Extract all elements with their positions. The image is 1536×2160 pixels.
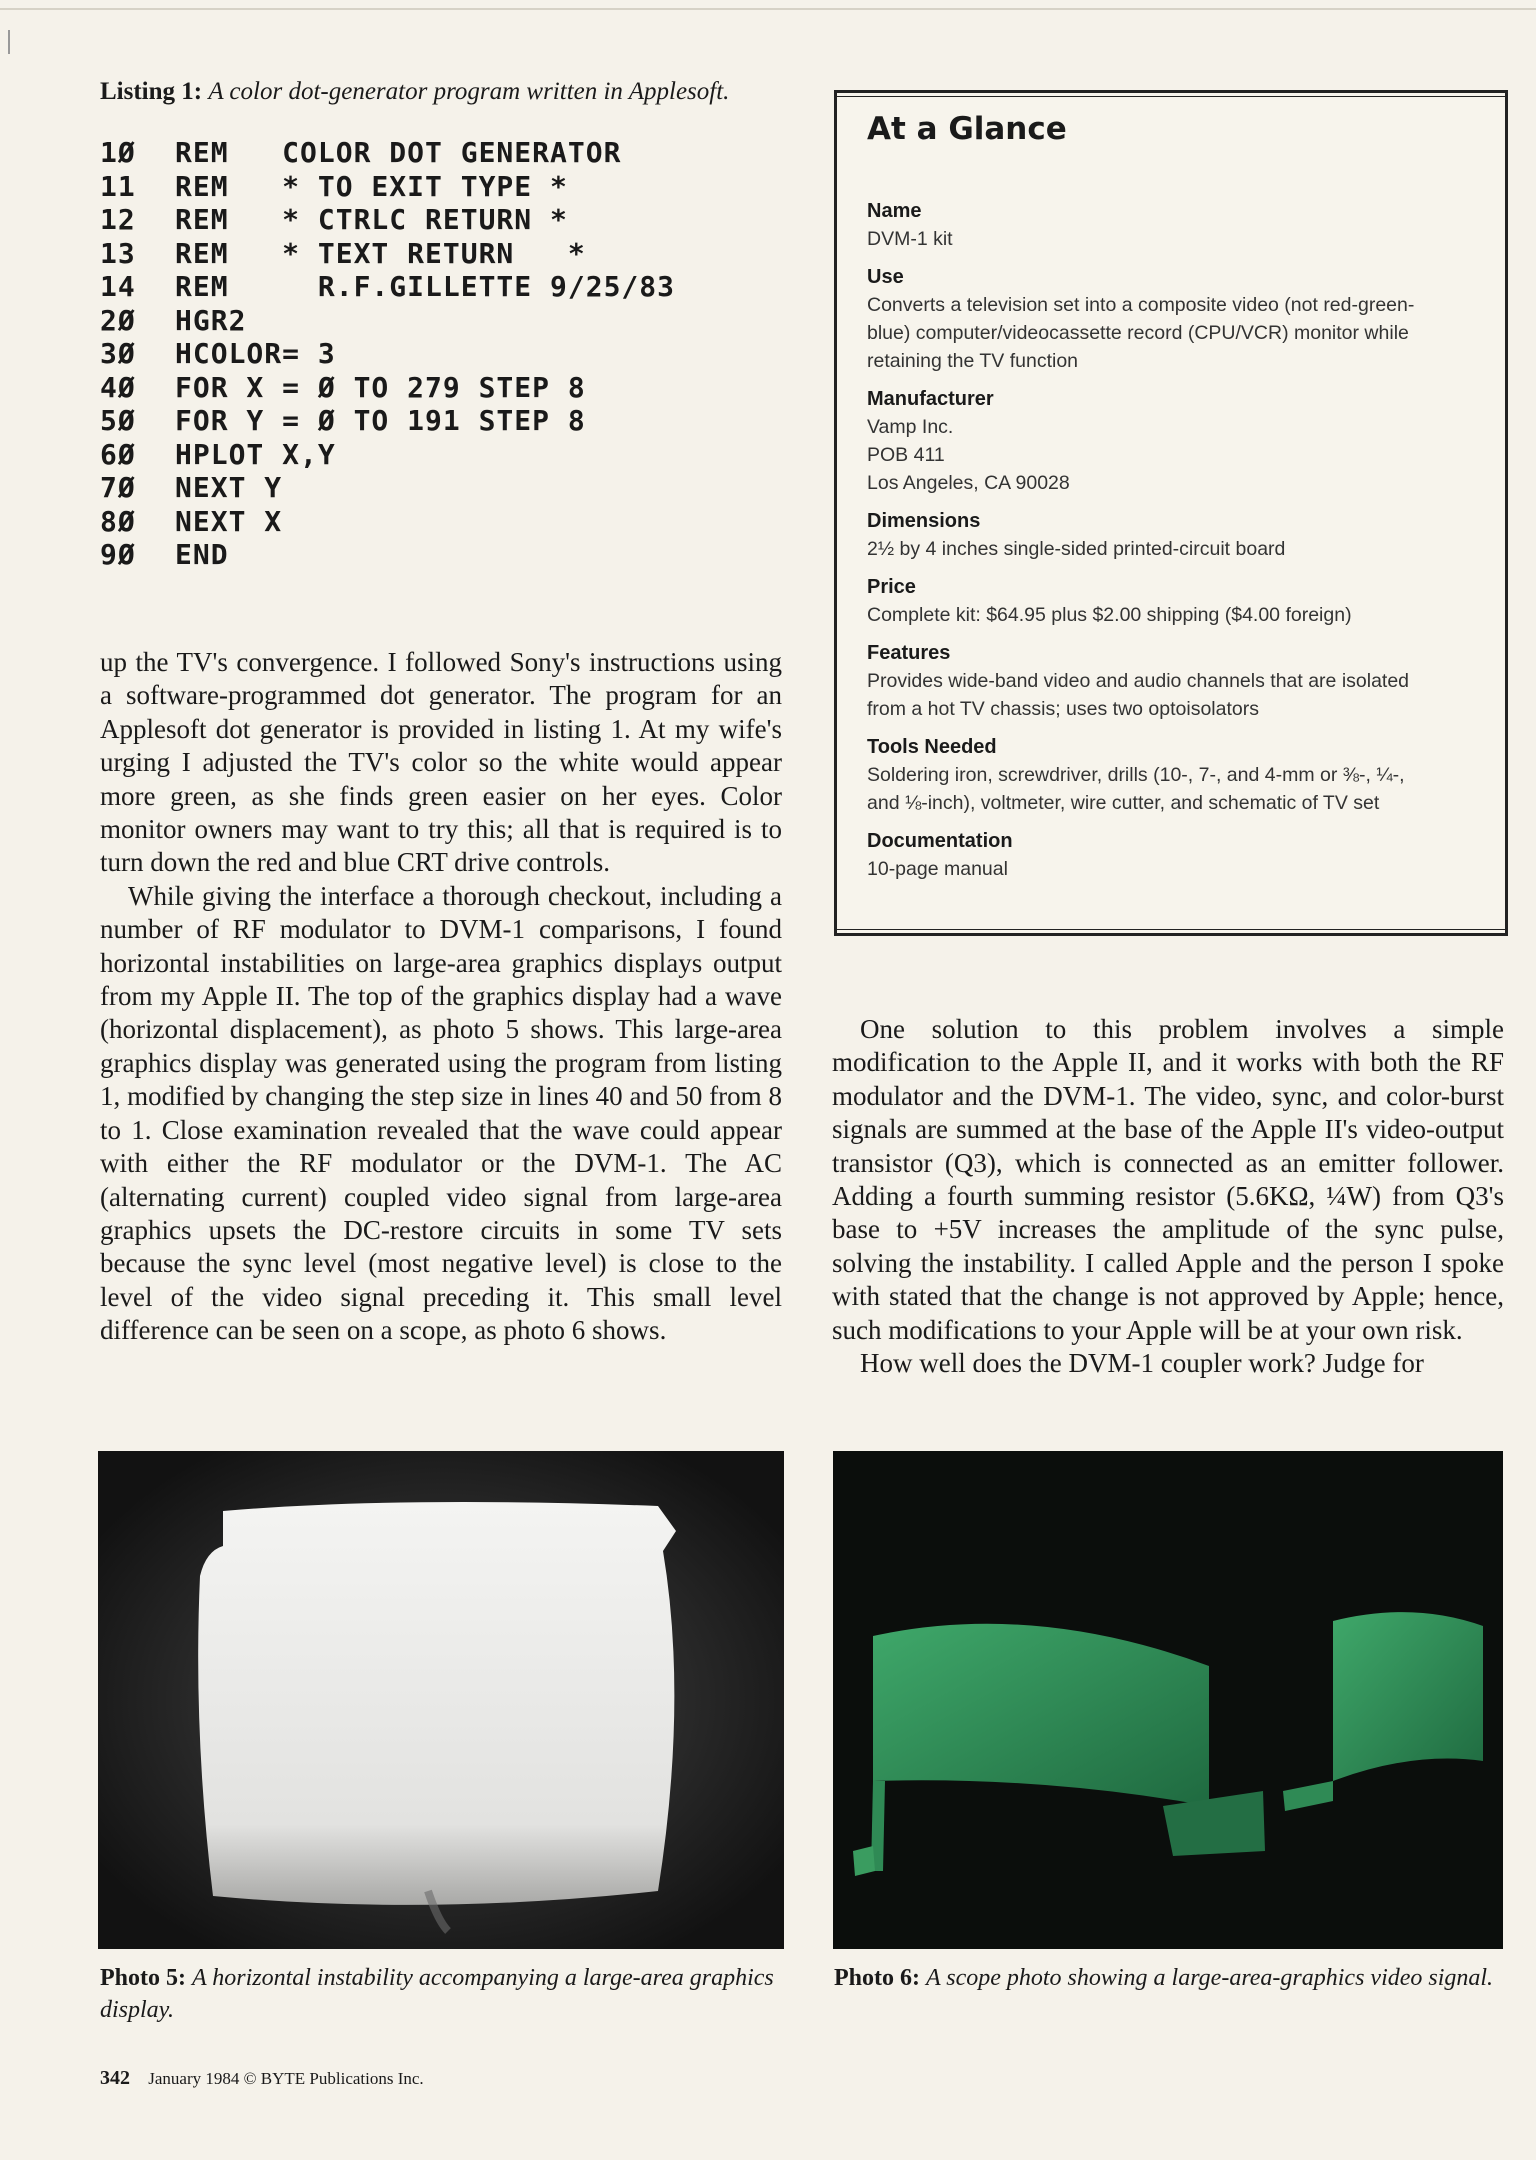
line-number: 7Ø [100,471,136,504]
glance-value-line: Complete kit: $64.95 plus $2.00 shipping ($4.00 foreign) [867,604,1352,626]
right-column [832,1013,1504,1380]
code-statement: REM R.F.GILLETTE 9/25/83 [175,270,676,303]
code-statement: HGR2 [175,303,247,337]
glance-value [867,855,1481,883]
glance-field-dimensions [867,507,1481,563]
glance-value-line: Soldering iron, screwdriver, drills (10-, 7-, and 4-mm or ⅜-, ¼-, [867,764,1405,786]
code-statement: END [175,538,229,571]
glance-value-line: POB 411 [867,444,945,466]
code-statement: NEXT Y [175,471,283,504]
line-number: 3Ø [100,337,136,370]
photo-6-image [833,1451,1503,1949]
glance-value [867,291,1481,375]
right-paragraph-1: One solution to this problem involves a simple modification to the Apple II, and it works with both the RF modulator and the DVM-1. The video, sync, and color-burst signals are summed at the base of the Apple II's video-output transistor (Q3), which is connected as an emitter follower. Adding a fourth summing resistor (5.6KΩ, ¼W) from Q3's base to +5V increases the amplitude of the sync pulse, solving the instability. I called Apple and the person I spoke with stated that the change is not approved by Apple; hence, such modifications to your Apple will be at your own risk. [832,1014,1504,1345]
photo-6-scope-trace [833,1451,1503,1949]
glance-fields [867,197,1481,893]
glance-field-documentation [867,827,1481,883]
code-statement: FOR X = Ø TO 279 STEP 8 [175,370,586,404]
listing-caption-text: A color dot-generator program written in Applesoft. [208,78,730,105]
glance-value [867,601,1481,629]
glance-field-features [867,639,1481,723]
line-number: 5Ø [100,404,136,437]
line-number: 1Ø [100,136,136,169]
glance-value-line: Provides wide-band video and audio channels that are isolated [867,670,1410,692]
glance-value-line: blue) computer/videocassette record (CPU/VCR) monitor while [867,322,1409,344]
line-number: 14 [100,270,136,303]
glance-value-line: Los Angeles, CA 90028 [867,472,1070,494]
glance-value [867,413,1481,497]
glance-label: Features [867,642,951,664]
line-number: 4Ø [100,370,136,404]
glance-value [867,535,1481,563]
left-column [100,646,782,1348]
right-paragraph-2: How well does the DVM-1 coupler work? Judge for [860,1348,1424,1379]
glance-label: Name [867,200,922,222]
code-line [100,371,800,405]
scope-trace-right [1333,1612,1483,1781]
line-number: 12 [100,203,136,236]
code-line [100,270,800,304]
code-statement: REM COLOR DOT GENERATOR [175,136,622,169]
glance-field-use [867,263,1481,375]
code-line [100,404,800,438]
glance-value-line: from a hot TV chassis; uses two optoisolators [867,698,1259,720]
line-number: 13 [100,236,136,270]
listing-label: Listing 1: [100,78,203,105]
glance-value [867,667,1481,723]
code-line [100,237,800,271]
left-paragraph-1: up the TV's convergence. I followed Sony's instructions using a software-programmed dot generator. The program for an Applesoft dot generator is provided in listing 1. At my wife's urging I adjusted the TV's color so the white would appear more green, as she finds green easier on her eyes. Color monitor owners may want to try this; all that is required is to turn down the red and blue CRT drive controls. [100,647,782,878]
scope-sync-pulse-2 [853,1846,875,1876]
code-line [100,471,800,505]
glance-label: Manufacturer [867,388,994,410]
glance-value-line: DVM-1 kit [867,228,953,250]
line-number: 2Ø [100,303,136,337]
code-statement: FOR Y = Ø TO 191 STEP 8 [175,404,586,437]
line-number: 11 [100,169,136,203]
glance-value-line: Converts a television set into a composite video (not red-green- [867,294,1415,316]
glance-label: Dimensions [867,510,981,532]
glance-value [867,225,1481,253]
code-line [100,304,800,338]
code-listing [100,136,800,572]
scope-trace-left [873,1624,1209,1806]
photo-5-caption-text: A horizontal instability accompanying a large-area graphics display. [100,1965,774,2023]
glance-field-price [867,573,1481,629]
code-statement: HCOLOR= 3 [175,337,336,370]
code-line [100,337,800,371]
glance-value-line: 2½ by 4 inches single-sided printed-circuit board [867,538,1286,560]
page-number: 342 [100,2067,130,2089]
glance-label: Use [867,266,904,288]
glance-value-line: and ⅛-inch), voltmeter, wire cutter, and schematic of TV set [867,792,1380,814]
glance-field-name [867,197,1481,253]
code-statement: REM * TEXT RETURN * [175,236,586,270]
code-line [100,538,800,572]
glance-value-line: 10-page manual [867,858,1008,880]
code-line [100,170,800,204]
page-footer [100,2067,424,2090]
code-statement: HPLOT X,Y [175,437,336,471]
glance-title: At a Glance [867,111,1067,147]
photo-5-caption [100,1962,790,2026]
photo-6-label: Photo 6: [834,1965,920,1991]
code-statement: NEXT X [175,504,283,538]
code-line [100,505,800,539]
photo-5-tv-screen [98,1451,784,1949]
margin-mark [8,30,10,54]
line-number: 8Ø [100,504,136,538]
photo-6-caption-text: A scope photo showing a large-area-graphics video signal. [926,1965,1494,1991]
glance-label: Tools Needed [867,736,997,758]
line-number: 6Ø [100,437,136,471]
glance-label: Price [867,576,916,598]
photo-5-image [98,1451,784,1949]
footer-text: January 1984 © BYTE Publications Inc. [148,2069,424,2088]
top-rule [0,8,1536,10]
glance-label: Documentation [867,830,1013,852]
glance-value-line: Vamp Inc. [867,416,954,438]
code-line [100,203,800,237]
code-line [100,136,800,170]
glance-field-tools [867,733,1481,817]
code-statement: REM * CTRLC RETURN * [175,203,568,236]
at-a-glance-box [834,90,1508,936]
photo-6-caption [834,1962,1514,1994]
listing-caption [100,78,800,106]
glance-field-manufacturer [867,385,1481,497]
code-line [100,438,800,472]
glance-value-line: retaining the TV function [867,350,1079,372]
glance-value [867,761,1481,817]
tv-screen-white-raster [198,1502,676,1905]
photo-5-label: Photo 5: [100,1965,186,1991]
code-statement: REM * TO EXIT TYPE * [175,169,568,203]
line-number: 9Ø [100,538,136,571]
left-paragraph-2: While giving the interface a thorough checkout, including a number of RF modulator to DVM-1 comparisons, I found horizontal instabilities on large-area graphics displays output from my Apple II. The top of the graphics display had a wave (horizontal displacement), as photo 5 shows. This large-area graphics display was generated using the program from listing 1, modified by changing the step size in lines 40 and 50 from 8 to 1. Close examination revealed that the wave could appear with either the RF modulator or the DVM-1. The AC (alternating current) coupled video signal from large-area graphics upsets the DC-restore circuits in some TV sets because the sync level (most negative level) is close to the level of the video signal preceding it. This small level difference can be seen on a scope, as photo 6 shows. [100,880,782,1346]
